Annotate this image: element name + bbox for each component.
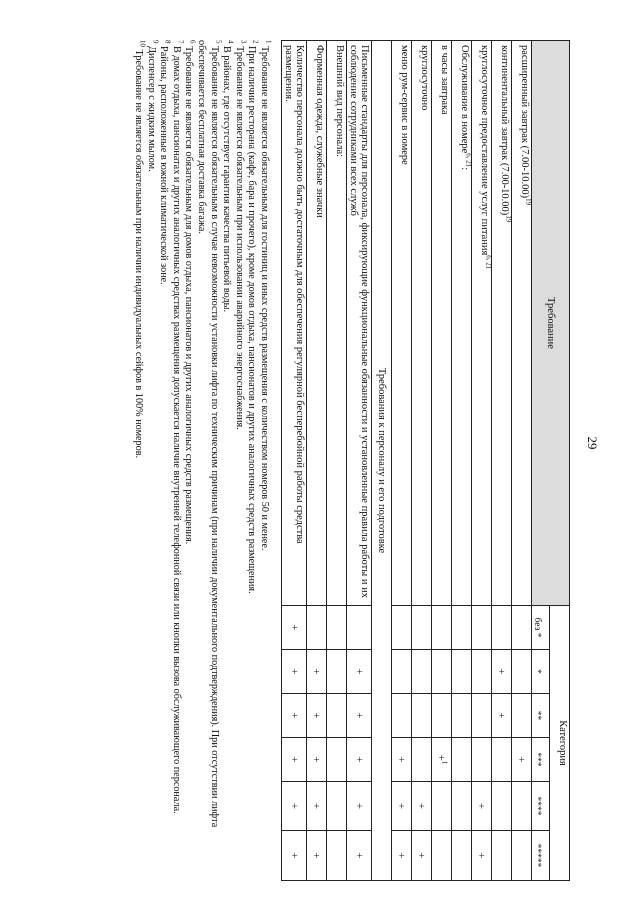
category-mark <box>432 782 452 831</box>
table-row <box>327 41 347 881</box>
requirement-text: Письменные стандарты для персонала, фиксирующие функциональные обязанности и установленные правила работы и их соблюдение сотрудниками всех служб <box>348 45 370 598</box>
table-row <box>512 41 532 881</box>
category-mark: + <box>282 606 307 650</box>
requirement-cell <box>472 41 492 606</box>
category-mark <box>472 606 492 650</box>
category-mark <box>327 831 347 881</box>
footnote <box>144 40 160 870</box>
category-mark <box>392 694 412 738</box>
category-mark <box>512 606 532 650</box>
category-mark <box>452 650 472 694</box>
category-mark: + <box>512 738 532 782</box>
footnote-text: Требование не является обязательным при использовании аварийного энергоснабжения. <box>233 46 245 430</box>
category-mark <box>452 738 472 782</box>
footnote-ref: 19 <box>524 198 533 206</box>
category-mark: + <box>307 831 327 881</box>
footnote <box>169 40 185 870</box>
category-mark <box>452 831 472 881</box>
requirement-text: Внешний вид персонала: <box>334 45 345 158</box>
category-header: Категория <box>550 606 570 881</box>
category-mark: + <box>307 738 327 782</box>
footnote <box>182 40 195 870</box>
category-mark <box>412 650 432 694</box>
footnote-number: 1 <box>264 40 273 44</box>
footnote-text: Требование не является обязательным для домов отдыха, пансионатов и других аналогичных средств размещения. <box>183 46 195 545</box>
requirement-cell <box>347 41 372 606</box>
category-mark <box>512 831 532 881</box>
table-row <box>432 41 452 881</box>
footnote-number: 3 <box>239 40 248 44</box>
table-row <box>347 41 372 881</box>
category-label: * <box>532 650 550 694</box>
category-label: *** <box>532 738 550 782</box>
requirement-cell <box>412 41 432 606</box>
category-mark <box>392 650 412 694</box>
footnote-text: Районы, расположенные в южной климатической зоне. <box>158 46 170 285</box>
category-mark <box>452 694 472 738</box>
requirement-cell <box>392 41 412 606</box>
mark-footnote-ref: 1 <box>441 760 450 765</box>
footnote-text: При наличии ресторана (кафе, бара и прочего), кроме домов отдыха, пансионатов и других аналогичных средств размещения. <box>246 46 258 594</box>
category-mark <box>327 782 347 831</box>
category-mark <box>327 738 347 782</box>
category-mark: + <box>282 650 307 694</box>
category-mark: + <box>307 782 327 831</box>
category-mark <box>307 606 327 650</box>
footnote <box>257 40 273 870</box>
footnote-text: В районах, где отсутствует гарантия качества питьевой воды. <box>221 46 233 313</box>
requirement-text: Обслуживание в номере <box>459 45 470 154</box>
category-mark <box>392 606 412 650</box>
page-number: 29 <box>585 436 600 450</box>
footnote <box>245 40 258 870</box>
table-body <box>282 41 532 881</box>
footnote-ref: 6, 21 <box>484 255 493 270</box>
category-mark <box>492 782 512 831</box>
footnote-number: 10 <box>138 40 147 47</box>
table-row <box>307 41 327 881</box>
section-row <box>372 41 392 881</box>
category-mark <box>432 606 452 650</box>
requirement-cell <box>512 41 532 606</box>
category-mark <box>347 606 372 650</box>
category-mark: + <box>282 694 307 738</box>
footnote <box>220 40 233 870</box>
category-mark <box>452 606 472 650</box>
category-mark <box>432 831 452 881</box>
table-row <box>452 41 472 881</box>
footnote-text: Диспенсер с жидким мылом. <box>145 46 157 172</box>
category-mark: + <box>347 831 372 881</box>
table-row <box>472 41 492 881</box>
category-label: без * <box>532 606 550 650</box>
requirement-text: расширенный завтрак (7.00-10.00) <box>519 45 530 199</box>
category-mark <box>492 831 512 881</box>
category-mark <box>512 650 532 694</box>
category-mark <box>492 738 512 782</box>
category-mark: + <box>282 831 307 881</box>
category-mark: + <box>347 694 372 738</box>
footnote-text: Требование не является обязательным для гостиниц и иных средств размещения с количеством номеров 50 и менее. <box>259 46 270 551</box>
category-mark: + <box>307 650 327 694</box>
footnote-ref: 19 <box>504 215 513 223</box>
section-title: Требования к персоналу и его подготовке <box>372 41 392 881</box>
rotated-page-content <box>50 40 570 880</box>
category-label: ** <box>532 694 550 738</box>
category-mark: + <box>412 782 432 831</box>
footnote-number: 5 <box>214 40 223 44</box>
category-mark: + <box>282 738 307 782</box>
requirement-cell <box>307 41 327 606</box>
footnote-text: Требование не является обязательным при наличии индивидуальных сейфов в 100% номеров. <box>133 49 145 459</box>
category-mark <box>327 650 347 694</box>
requirements-table <box>281 40 570 881</box>
table-row <box>412 41 432 881</box>
requirement-text: в часы завтрака <box>439 45 450 115</box>
footnote-number: 4 <box>226 40 235 44</box>
requirement-text: круглосуточно <box>419 45 430 111</box>
requirement-suffix: : <box>459 167 470 171</box>
table-row <box>282 41 307 881</box>
table-row <box>392 41 412 881</box>
category-mark: + <box>347 650 372 694</box>
requirement-cell <box>282 41 307 606</box>
requirement-cell <box>452 41 472 606</box>
category-mark <box>327 694 347 738</box>
footnote-text: Требование не является обязательным в случае невозможности установки лифта по техническим причинам (при наличии документального подтверждения). При отсутствии лифта обеспечивается бесплатная доставка багажа. <box>196 40 220 828</box>
category-mark: + <box>492 650 512 694</box>
category-mark <box>432 650 452 694</box>
category-mark: + <box>307 694 327 738</box>
footnote <box>232 40 248 870</box>
footnote-number: 6 <box>188 40 197 44</box>
category-mark <box>452 782 472 831</box>
category-mark: + <box>392 831 412 881</box>
category-mark: + <box>282 782 307 831</box>
requirement-text: меню рум-сервис в номере <box>399 45 410 165</box>
requirement-text: круглосуточное предоставление услуг питания <box>479 45 490 256</box>
requirement-cell <box>492 41 512 606</box>
requirement-text: континентальный завтрак (7.00-10.00) <box>499 45 510 216</box>
category-mark <box>472 694 492 738</box>
category-mark: + <box>472 831 492 881</box>
category-mark <box>412 694 432 738</box>
footnote-number: 9 <box>151 40 160 44</box>
footnote <box>131 40 147 870</box>
category-mark: + <box>392 782 412 831</box>
category-mark: + <box>472 782 492 831</box>
footnote-number: 2 <box>251 40 260 44</box>
footnote-number: 8 <box>163 40 172 44</box>
category-mark: + <box>347 738 372 782</box>
requirement-header: Требование <box>532 41 570 606</box>
category-mark: + <box>347 782 372 831</box>
category-mark: + <box>392 738 412 782</box>
footnote <box>194 40 223 870</box>
category-mark <box>327 606 347 650</box>
footnote-text: В домах отдыха, пансионатах и других аналогичных средствах размещения допускается наличие внутренней телефонной связи или кнопки вызова обслуживающего персонала. <box>170 46 182 814</box>
requirement-cell <box>432 41 452 606</box>
footnote <box>157 40 170 870</box>
footnote-number: 7 <box>176 40 185 44</box>
footnotes <box>131 40 273 870</box>
requirement-text: Форменная одежда, служебные значки <box>314 45 325 218</box>
category-label: ***** <box>532 831 550 881</box>
category-mark <box>412 738 432 782</box>
requirement-text: Количество персонала должно быть достаточным для обеспечения регулярной бесперебойной работы средства размещения. <box>283 45 305 544</box>
category-mark: + <box>412 831 432 881</box>
category-mark <box>432 694 452 738</box>
category-mark <box>512 694 532 738</box>
table-row <box>492 41 512 881</box>
footnote-ref: 6, 21 <box>464 153 473 168</box>
category-mark: +$^1$ <box>432 738 452 782</box>
category-mark <box>412 606 432 650</box>
requirement-cell <box>327 41 347 606</box>
category-mark <box>492 606 512 650</box>
category-mark <box>512 782 532 831</box>
category-mark <box>472 650 492 694</box>
category-mark <box>472 738 492 782</box>
category-label: **** <box>532 782 550 831</box>
category-mark: + <box>492 694 512 738</box>
